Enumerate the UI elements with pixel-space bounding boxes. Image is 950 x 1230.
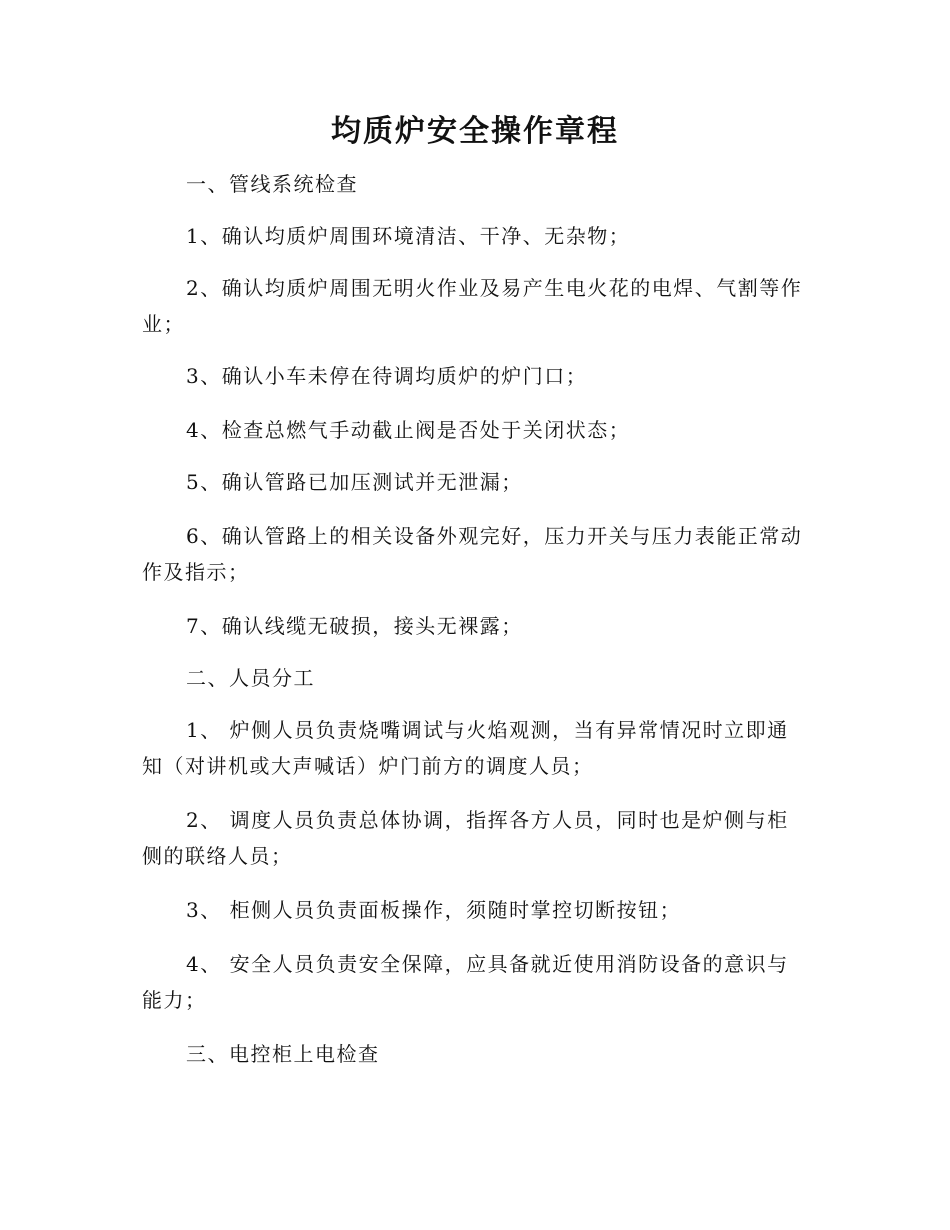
paragraph-item: 5、确认管路已加压测试并无泄漏； bbox=[186, 470, 523, 494]
paragraph-item: 3、 柜侧人员负责面板操作，须随时掌控切断按钮； bbox=[186, 898, 682, 922]
paragraph-item: 7、确认线缆无破损，接头无裸露； bbox=[186, 614, 523, 638]
section-heading-pipeline-check: 一、管线系统检查 bbox=[186, 172, 358, 196]
paragraph-item: 2、确认均质炉周围无明火作业及易产生电火花的电焊、气割等作业； bbox=[142, 276, 803, 336]
paragraph-item: 6、确认管路上的相关设备外观完好，压力开关与压力表能正常动作及指示； bbox=[142, 524, 803, 584]
paragraph-item: 4、 安全人员负责安全保障，应具备就近使用消防设备的意识与能力； bbox=[142, 952, 789, 1012]
paragraph-item: 1、确认均质炉周围环境清洁、干净、无杂物； bbox=[186, 224, 631, 248]
section-heading-staff-division: 二、人员分工 bbox=[186, 666, 315, 690]
paragraph-item: 1、 炉侧人员负责烧嘴调试与火焰观测，当有异常情况时立即通知（对讲机或大声喊话）炉门前方的调度人员； bbox=[142, 718, 789, 778]
paragraph-item: 2、 调度人员负责总体协调，指挥各方人员，同时也是炉侧与柜侧的联络人员； bbox=[142, 808, 789, 868]
paragraph-item: 3、确认小车未停在待调均质炉的炉门口； bbox=[186, 364, 588, 388]
paragraph-item: 4、检查总燃气手动截止阀是否处于关闭状态； bbox=[186, 418, 631, 442]
document-title: 均质炉安全操作章程 bbox=[331, 114, 619, 149]
section-heading-cabinet-power-check: 三、电控柜上电检查 bbox=[186, 1042, 380, 1066]
